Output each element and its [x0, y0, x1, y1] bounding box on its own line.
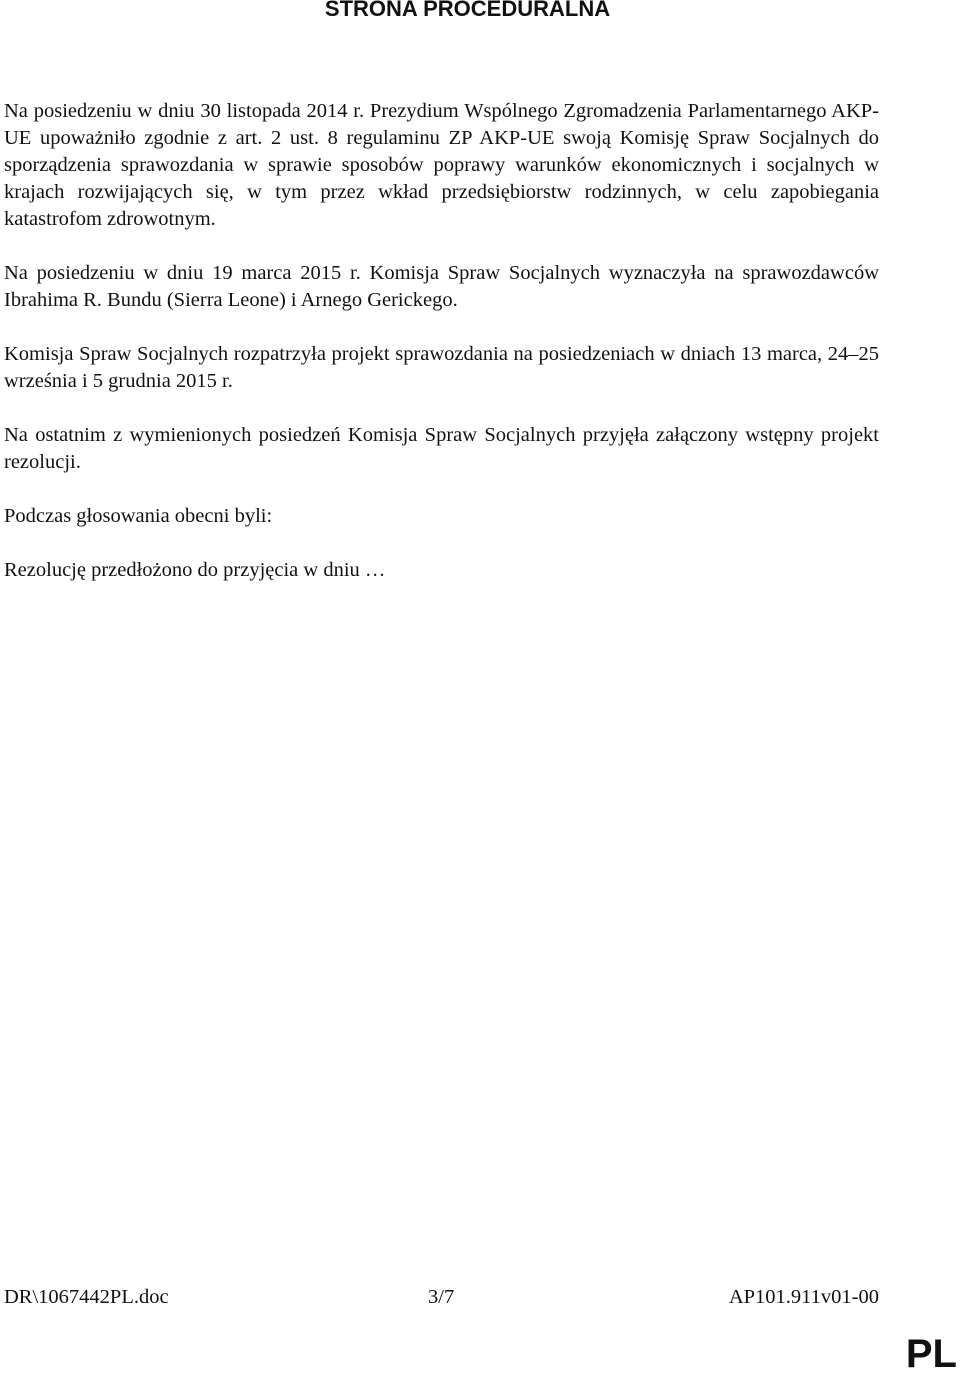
- paragraph-tabled-date: Rezolucję przedłożono do przyjęcia w dniu …: [4, 559, 386, 581]
- paragraph-adoption: Na ostatnim z wymienionych posiedzeń Komisja Spraw Socjalnych przyjęła załączony wstępny projekt rezolucji.: [4, 424, 879, 473]
- document-reference: DR\1067442PL.doc: [4, 1286, 169, 1308]
- page-title: STRONA PROCEDURALNA: [324, 0, 611, 21]
- paragraph-rapporteurs: Na posiedzeniu w dniu 19 marca 2015 r. Komisja Spraw Socjalnych wyznaczyła na sprawozdawców Ibrahima R. Bundu (Sierra Leone) i Arnego Gerickego.: [4, 262, 879, 311]
- document-body: [4, 98, 879, 611]
- page-number: 3/7: [428, 1286, 455, 1308]
- paragraph-consideration: Komisja Spraw Socjalnych rozpatrzyła projekt sprawozdania na posiedzeniach w dniach 13 marca, 24–25 września i 5 grudnia 2015 r.: [4, 343, 879, 392]
- language-mark: PL: [905, 1332, 957, 1376]
- document-code: AP101.911v01-00: [728, 1286, 879, 1308]
- paragraph-present-at-vote: Podczas głosowania obecni byli:: [4, 505, 273, 527]
- paragraph-mandate: Na posiedzeniu w dniu 30 listopada 2014 r. Prezydium Wspólnego Zgromadzenia Parlamentarnego AKP-UE upoważniło zgodnie z art. 2 ust. 8 regulaminu ZP AKP-UE swoją Komisję Spraw Socjalnych do sporządzenia sprawozdania w sprawie sposobów poprawy warunków ekonomicznych i socjalnych w krajach rozwijających się, w tym przez wkład przedsiębiorstw rodzinnych, w celu zapobiegania katastrofom zdrowotnym.: [4, 100, 879, 230]
- page-footer: [4, 1284, 879, 1310]
